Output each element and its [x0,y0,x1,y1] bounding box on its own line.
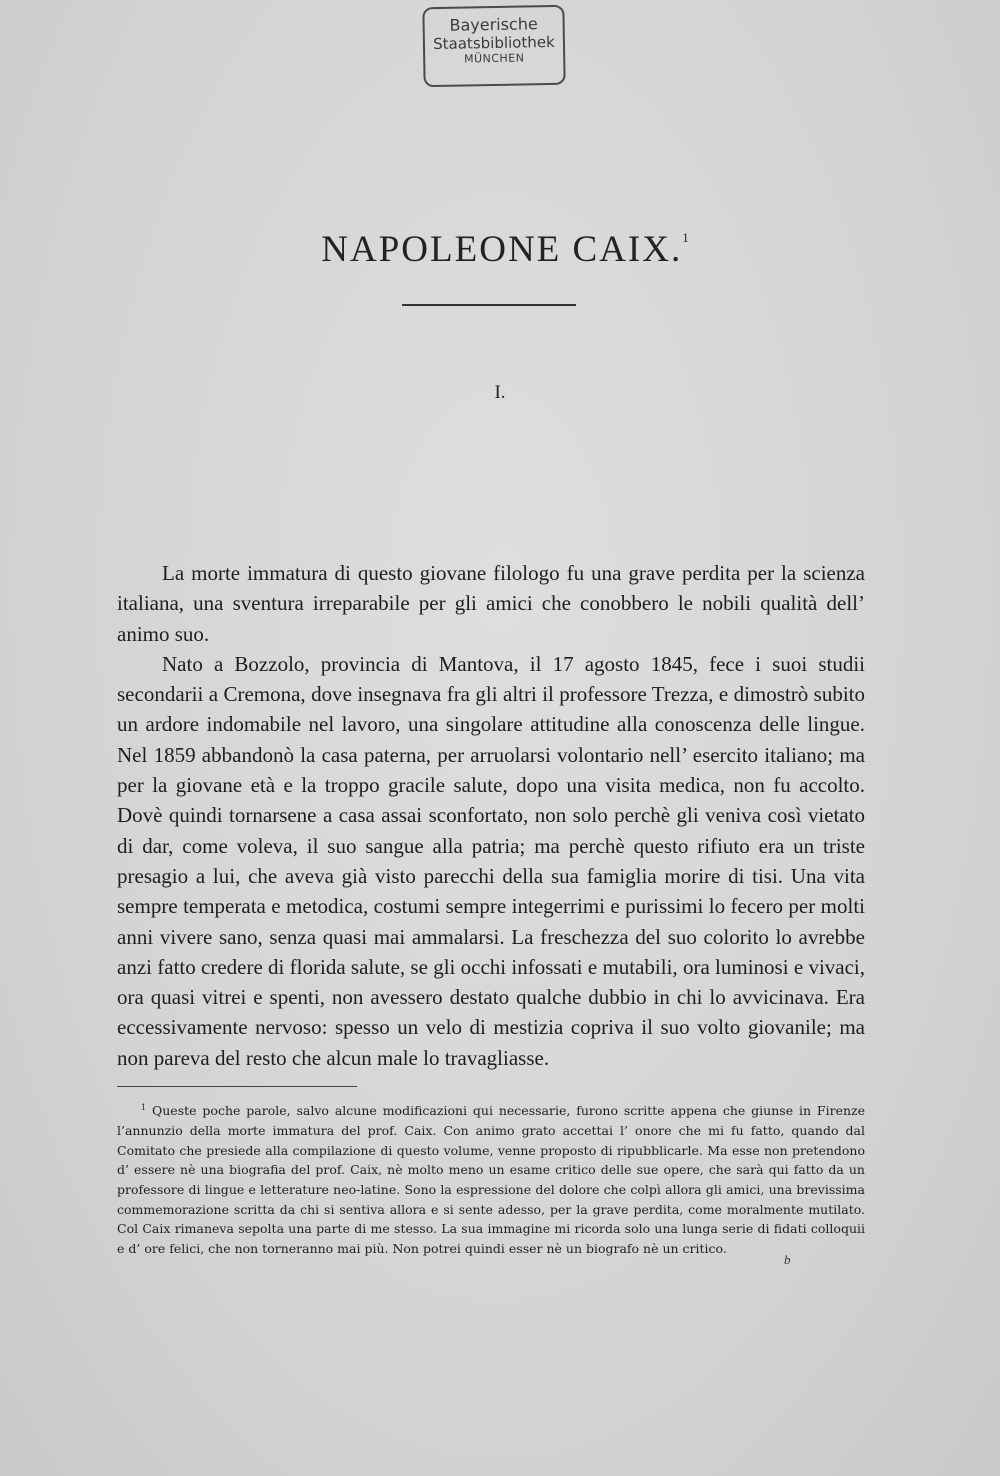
paragraph-2: Nato a Bozzolo, provincia di Mantova, il 17 agosto 1845, fece i suoi studii secondarii a Cremona, dove insegnava fra gli altri il professore Trezza, e dimostrò subito un ardore indomabile nel lavoro, una singolare attitudine alla conoscenza delle lingue. Nel 1859 abbandonò la casa paterna, per arruolarsi volontario nell’ esercito italiano; ma per la giovane età e la troppo gracile salute, dopo una visita medica, non fu accolto. Dovè quindi tornarsene a casa assai sconfortato, non solo perchè gli veniva così vietato di dar, come voleva, il suo sangue alla patria; ma perchè questo rifiuto era un triste presagio a lui, che aveva già visto parecchi della sua famiglia morire di tisi. Una vita sempre temperata e metodica, costumi sempre integerrimi e purissimi lo fecero per molti anni vivere sano, senza quasi mai ammalarsi. La freschezza del suo colorito lo avrebbe anzi fatto credere di florida salute, se gli occhi infossati e mutabili, ora luminosi e vivaci, ora quasi vitrei e spenti, non avessero destato qualche dubbio in chi lo avvicinava. Era eccessivamente nervoso: spesso un velo di mestizia copriva il suo volto giovanile; ma non pareva del resto che alcun male lo travagliasse. [117,651,865,1070]
title-divider [402,304,576,306]
footnote [117,1098,865,1259]
stamp-line-1: Bayerische [449,14,538,35]
stamp-line-3: MÜNCHEN [463,51,525,66]
title-text: NAPOLEONE CAIX. [321,229,683,270]
footnote-text: Queste poche parole, salvo alcune modificazioni qui necessarie, furono scritte appena che giunse in Firenze l’annunzio della morte immatura del prof. Caix. Con animo grato accettai l’ onore che mi fu fatto, quando dal Comitato che presiede alla compilazione di questo volume, venne proposto di ripubblicarle. Ma esse non pretendono d’ essere nè una biografia del prof. Caix, nè molto meno un esame critico delle sue opere, che sarà qui fatto da un professore di lingue e letterature neo-latine. Sono la espressione del dolore che colpì allora gli amici, una brevissima commemorazione scritta da chi si sentiva allora e si sente adesso, per la grave perdita, come moralmente mutilato. Col Caix rimaneva sepolta una parte di me stesso. La sua immagine mi ricorda solo una lunga serie di fidati colloquii e d’ ore felici, che non torneranno mai più. Non potrei quindi esser nè un biografo nè un critico. [117,1103,866,1257]
footnote-marker: 1 [141,1103,147,1112]
paragraph-1: La morte immatura di questo giovane filologo fu una grave perdita per la scienza italiana, una sventura irreparabile per gli amici che conobbero le nobili qualità dell’ animo suo. [117,561,865,646]
section-number: I. [494,382,506,403]
signature-mark: b [784,1252,791,1267]
footnote-divider [117,1086,357,1087]
stamp-line-2: Staatsbibliothek [433,32,555,54]
title-footnote-ref: 1 [682,230,689,245]
page-title [0,228,1000,271]
body-text [117,558,865,1073]
library-stamp [422,5,565,87]
